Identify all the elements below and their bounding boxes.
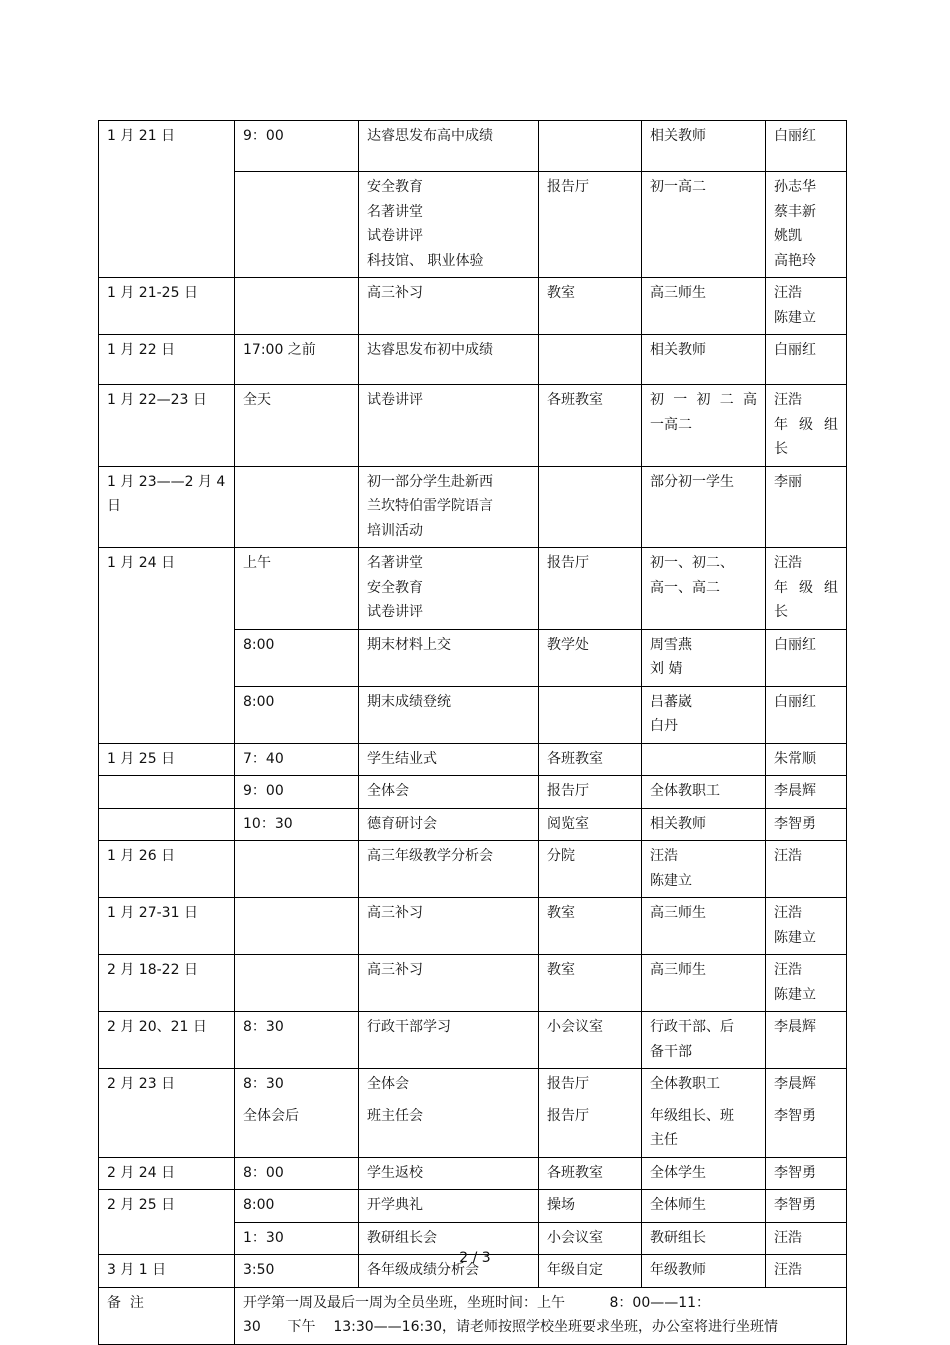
time-cell: 10：30 (235, 808, 359, 841)
owner-cell: 白丽红 (766, 335, 847, 385)
table-row (99, 278, 847, 335)
owner-cell: 汪浩 陈建立 (766, 955, 847, 1012)
place-cell: 报告厅 (539, 548, 642, 630)
owner-cell: 李晨辉 (766, 1069, 847, 1101)
place-cell: 教学处 (539, 629, 642, 686)
owner-cell: 朱常顺 (766, 743, 847, 776)
owner-cell: 李智勇 (766, 808, 847, 841)
people-cell: 相关教师 (642, 121, 766, 172)
event-cell: 学生结业式 (359, 743, 539, 776)
place-cell: 各班教室 (539, 743, 642, 776)
people-cell: 汪浩 陈建立 (642, 841, 766, 898)
people-cell: 高三师生 (642, 955, 766, 1012)
people-cell: 高三师生 (642, 278, 766, 335)
owner-cell: 白丽红 (766, 121, 847, 172)
date-cell: 2 月 18-22 日 (99, 955, 235, 1012)
date-cell (99, 776, 235, 809)
time-cell: 8:00 (235, 686, 359, 743)
place-cell: 报告厅 (539, 1101, 642, 1158)
people-cell: 年级教师 (642, 1255, 766, 1288)
time-cell: 9：00 (235, 121, 359, 172)
place-cell: 阅览室 (539, 808, 642, 841)
owner-cell: 李智勇 (766, 1157, 847, 1190)
date-cell: 2 月 23 日 (99, 1069, 235, 1158)
event-cell: 全体会 (359, 1069, 539, 1101)
place-cell: 小会议室 (539, 1012, 642, 1069)
people-cell: 初一高二 (642, 172, 766, 278)
date-cell: 1 月 27-31 日 (99, 898, 235, 955)
people-cell: 初一初二高 一高二 (642, 385, 766, 467)
owner-cell: 汪浩 年级组 长 (766, 385, 847, 467)
owner-cell: 李智勇 (766, 1101, 847, 1158)
date-cell: 1 月 26 日 (99, 841, 235, 898)
owner-cell: 汪浩 (766, 841, 847, 898)
table-row (99, 121, 847, 172)
owner-cell: 白丽红 (766, 686, 847, 743)
owner-cell: 汪浩 年级组 长 (766, 548, 847, 630)
owner-cell: 李智勇 (766, 1190, 847, 1223)
event-cell: 行政干部学习 (359, 1012, 539, 1069)
time-cell: 全体会后 (235, 1101, 359, 1158)
people-cell: 全体师生 (642, 1190, 766, 1223)
table-row (99, 335, 847, 385)
time-cell: 17:00 之前 (235, 335, 359, 385)
owner-cell: 汪浩 陈建立 (766, 278, 847, 335)
event-cell: 试卷讲评 (359, 385, 539, 467)
date-cell: 1 月 24 日 (99, 548, 235, 744)
place-cell (539, 335, 642, 385)
event-cell: 高三年级教学分析会 (359, 841, 539, 898)
owner-cell: 汪浩 (766, 1222, 847, 1255)
date-cell: 2 月 25 日 (99, 1190, 235, 1255)
date-cell: 1 月 22 日 (99, 335, 235, 385)
owner-cell: 汪浩 陈建立 (766, 898, 847, 955)
place-cell: 年级自定 (539, 1255, 642, 1288)
place-cell: 各班教室 (539, 1157, 642, 1190)
event-cell: 班主任会 (359, 1101, 539, 1158)
table-row (99, 548, 847, 630)
date-cell (99, 808, 235, 841)
owner-cell: 李丽 (766, 466, 847, 548)
place-cell: 各班教室 (539, 385, 642, 467)
table-row (99, 385, 847, 467)
time-cell (235, 278, 359, 335)
remarks-text: 开学第一周及最后一周为全员坐班，坐班时间：上午 8：00——11： 30 下午 13:30——16:30，请老师按照学校坐班要求坐班，办公室将进行坐班情 (235, 1287, 847, 1344)
place-cell: 报告厅 (539, 776, 642, 809)
table-row (99, 1157, 847, 1190)
table-row (99, 1012, 847, 1069)
table-row (99, 841, 847, 898)
date-cell: 1 月 23——2 月 4 日 (99, 466, 235, 548)
event-cell: 开学典礼 (359, 1190, 539, 1223)
time-cell (235, 172, 359, 278)
date-cell: 1 月 21-25 日 (99, 278, 235, 335)
date-cell: 1 月 25 日 (99, 743, 235, 776)
time-cell: 9：00 (235, 776, 359, 809)
table-row (99, 955, 847, 1012)
event-cell: 德育研讨会 (359, 808, 539, 841)
people-cell: 高三师生 (642, 898, 766, 955)
table-row (99, 466, 847, 548)
place-cell: 报告厅 (539, 172, 642, 278)
table-row (99, 1190, 847, 1223)
owner-cell: 孙志华 蔡丰新 姚凯 高艳玲 (766, 172, 847, 278)
people-cell: 教研组长 (642, 1222, 766, 1255)
time-cell: 8：30 (235, 1069, 359, 1101)
date-cell: 3 月 1 日 (99, 1255, 235, 1288)
time-cell (235, 466, 359, 548)
place-cell (539, 466, 642, 548)
place-cell: 报告厅 (539, 1069, 642, 1101)
people-cell: 年级组长、班 主任 (642, 1101, 766, 1158)
time-cell: 8：30 (235, 1012, 359, 1069)
event-cell: 高三补习 (359, 898, 539, 955)
remarks-row (99, 1287, 847, 1344)
event-cell: 期末成绩登统 (359, 686, 539, 743)
people-cell: 周雪燕 刘 婧 (642, 629, 766, 686)
owner-cell: 李晨辉 (766, 776, 847, 809)
place-cell: 分院 (539, 841, 642, 898)
date-cell: 2 月 20、21 日 (99, 1012, 235, 1069)
people-cell: 吕蕃崴 白丹 (642, 686, 766, 743)
schedule-sheet (98, 120, 846, 1345)
event-cell: 各年级成绩分析会 (359, 1255, 539, 1288)
date-cell: 1 月 21 日 (99, 121, 235, 278)
date-cell: 1 月 22—23 日 (99, 385, 235, 467)
event-cell: 达睿思发布高中成绩 (359, 121, 539, 172)
time-cell (235, 898, 359, 955)
place-cell (539, 686, 642, 743)
people-cell: 初一、初二、 高一、高二 (642, 548, 766, 630)
place-cell: 小会议室 (539, 1222, 642, 1255)
place-cell: 教室 (539, 898, 642, 955)
time-cell: 3:50 (235, 1255, 359, 1288)
event-cell: 教研组长会 (359, 1222, 539, 1255)
people-cell: 全体教职工 (642, 776, 766, 809)
page-number: 2 / 3 (459, 1250, 491, 1266)
table-row (99, 808, 847, 841)
time-cell: 8：00 (235, 1157, 359, 1190)
owner-cell: 李晨辉 (766, 1012, 847, 1069)
time-cell: 8:00 (235, 629, 359, 686)
place-cell (539, 121, 642, 172)
people-cell: 部分初一学生 (642, 466, 766, 548)
event-cell: 高三补习 (359, 278, 539, 335)
time-cell: 1：30 (235, 1222, 359, 1255)
time-cell: 7：40 (235, 743, 359, 776)
time-cell: 上午 (235, 548, 359, 630)
date-cell: 2 月 24 日 (99, 1157, 235, 1190)
event-cell: 期末材料上交 (359, 629, 539, 686)
people-cell: 全体教职工 (642, 1069, 766, 1101)
table-row (99, 743, 847, 776)
event-cell: 初一部分学生赴新西 兰坎特伯雷学院语言 培训活动 (359, 466, 539, 548)
place-cell: 教室 (539, 955, 642, 1012)
event-cell: 名著讲堂 安全教育 试卷讲评 (359, 548, 539, 630)
time-cell: 全天 (235, 385, 359, 467)
table-row (99, 898, 847, 955)
schedule-table (98, 120, 847, 1345)
people-cell (642, 743, 766, 776)
people-cell: 相关教师 (642, 335, 766, 385)
time-cell: 8:00 (235, 1190, 359, 1223)
table-row (99, 776, 847, 809)
owner-cell: 汪浩 (766, 1255, 847, 1288)
place-cell: 教室 (539, 278, 642, 335)
event-cell: 全体会 (359, 776, 539, 809)
time-cell (235, 841, 359, 898)
time-cell (235, 955, 359, 1012)
event-cell: 达睿思发布初中成绩 (359, 335, 539, 385)
remarks-label: 备 注 (99, 1287, 235, 1344)
event-cell: 安全教育 名著讲堂 试卷讲评 科技馆、 职业体验 (359, 172, 539, 278)
people-cell: 全体学生 (642, 1157, 766, 1190)
event-cell: 学生返校 (359, 1157, 539, 1190)
place-cell: 操场 (539, 1190, 642, 1223)
owner-cell: 白丽红 (766, 629, 847, 686)
table-row (99, 1069, 847, 1101)
people-cell: 行政干部、后 备干部 (642, 1012, 766, 1069)
people-cell: 相关教师 (642, 808, 766, 841)
event-cell: 高三补习 (359, 955, 539, 1012)
